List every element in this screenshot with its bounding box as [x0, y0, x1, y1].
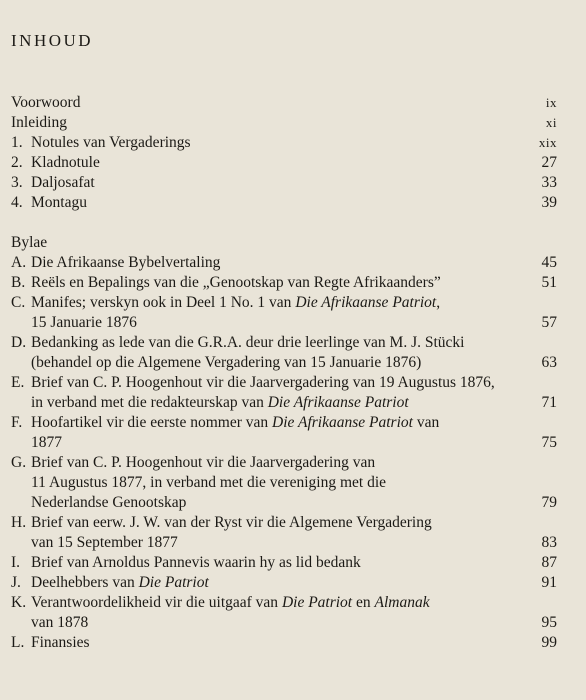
entry-title-line-2: 1877	[31, 434, 62, 451]
entry-label: G.	[11, 454, 27, 471]
entry-title: Montagu	[31, 194, 87, 211]
page-number: 87	[541, 554, 557, 571]
toc-entry-J[interactable]	[11, 573, 557, 593]
toc-entry-H[interactable]	[11, 513, 557, 533]
page-number: ix	[545, 95, 557, 110]
toc-entry-K[interactable]	[11, 593, 557, 613]
entry-label: D.	[11, 334, 27, 351]
toc-entry-B[interactable]	[11, 273, 557, 293]
entry-title-line-1: Brief van eerw. J. W. van der Ryst vir die Algemene Vergadering	[31, 514, 432, 531]
entry-label: 3.	[11, 174, 23, 191]
entry-title: Voorwoord	[11, 94, 81, 111]
page-number: 79	[541, 494, 557, 511]
page-number: 45	[541, 254, 557, 271]
toc-entry-voorwoord[interactable]	[11, 93, 557, 113]
italic-title: Die Afrikaanse Patriot	[267, 394, 409, 411]
toc-entry-H-cont[interactable]	[11, 533, 557, 553]
page-number: xi	[545, 115, 557, 130]
toc-entry-C-cont[interactable]	[11, 313, 557, 333]
toc-entry-G-cont[interactable]	[11, 473, 557, 493]
toc-entry-F[interactable]	[11, 413, 557, 433]
entry-title-line-2: van 1878	[31, 614, 89, 631]
entry-label: H.	[11, 514, 27, 531]
entry-label: L.	[11, 634, 25, 651]
toc-entry-3[interactable]	[11, 173, 557, 193]
toc-entry-2[interactable]	[11, 153, 557, 173]
entry-title: Inleiding	[11, 114, 67, 131]
italic-title: Die Afrikaanse Patriot	[272, 414, 413, 431]
italic-title: Die Afrikaanse Patriot	[295, 294, 437, 311]
entry-title: Deelhebbers van Die Patriot	[31, 574, 209, 591]
section-title-bylae: Bylae	[11, 234, 48, 251]
entry-title: Kladnotule	[31, 154, 100, 171]
toc-entry-D-cont[interactable]	[11, 353, 557, 373]
toc-entry-I[interactable]	[11, 553, 557, 573]
entry-label: 1.	[11, 134, 23, 151]
toc-entry-F-cont[interactable]	[11, 433, 557, 453]
entry-label: E.	[11, 374, 25, 391]
entry-title-line-1: Bedanking as lede van die G.R.A. deur drie leerlinge van M. J. Stücki	[31, 334, 465, 351]
page-number: xix	[538, 135, 557, 150]
page-number: 71	[541, 394, 557, 411]
page-number: 95	[541, 614, 557, 631]
entry-title: Reëls en Bepalings van die „Genootskap van Regte Afrikaanders”	[31, 274, 441, 291]
entry-title-line-1: Brief van C. P. Hoogenhout vir die Jaarvergadering van 19 Augustus 1876,	[31, 374, 495, 391]
entry-title-line-1: Manifes; verskyn ook in Deel 1 No. 1 van Die Afrikaanse Patriot,	[31, 294, 441, 311]
entry-label: 2.	[11, 154, 23, 171]
page-number: 27	[541, 154, 557, 171]
toc-entry-E-cont[interactable]	[11, 393, 557, 413]
page-number: 39	[541, 194, 557, 211]
entry-title-line-2: in verband met die redakteurskap van Die Afrikaanse Patriot	[31, 394, 409, 411]
entry-label: 4.	[11, 194, 23, 211]
entry-title: Brief van Arnoldus Pannevis waarin hy as lid bedank	[31, 554, 361, 571]
entry-title-line-2: 15 Januarie 1876	[31, 314, 137, 331]
toc-entry-G-cont2[interactable]	[11, 493, 557, 513]
entry-label: J.	[11, 574, 21, 591]
italic-title: Die Patriot	[138, 574, 209, 591]
entry-title: Finansies	[31, 634, 90, 651]
entry-title-line-3: Nederlandse Genootskap	[31, 494, 187, 511]
entry-label: C.	[11, 294, 26, 311]
entry-title-line-1: Brief van C. P. Hoogenhout vir die Jaarvergadering van	[31, 454, 376, 471]
toc-entry-K-cont[interactable]	[11, 613, 557, 633]
entry-title-line-2: (behandel op die Algemene Vergadering van 15 Januarie 1876)	[31, 354, 422, 371]
page-number: 99	[541, 634, 557, 651]
italic-title: Die Patriot	[281, 594, 353, 611]
page-number: 33	[541, 174, 557, 191]
toc-entry-E[interactable]	[11, 373, 557, 393]
toc-entry-G[interactable]	[11, 453, 557, 473]
italic-title: Almanak	[374, 594, 430, 611]
entry-title: Notules van Vergaderings	[31, 134, 191, 151]
entry-title: Daljosafat	[31, 174, 95, 191]
toc-entry-4[interactable]	[11, 193, 557, 213]
page-title: INHOUD	[11, 31, 94, 50]
toc-entry-inleiding[interactable]	[11, 113, 557, 133]
toc-entry-L[interactable]	[11, 633, 557, 653]
toc-entry-C[interactable]	[11, 293, 557, 313]
page-number: 63	[541, 354, 557, 371]
entry-title: Die Afrikaanse Bybelvertaling	[31, 254, 221, 271]
entry-title-line-2: van 15 September 1877	[31, 534, 178, 551]
toc-entry-A[interactable]	[11, 253, 557, 273]
entry-label: K.	[11, 594, 27, 611]
entry-label: A.	[11, 254, 27, 271]
page-number: 51	[541, 274, 557, 291]
entry-label: I.	[11, 554, 21, 571]
entry-label: F.	[11, 414, 23, 431]
toc-entry-1[interactable]	[11, 133, 557, 153]
entry-label: B.	[11, 274, 26, 291]
page-number: 83	[541, 534, 557, 551]
page-number: 75	[541, 434, 557, 451]
toc-entry-D[interactable]	[11, 333, 557, 353]
page-number: 91	[541, 574, 557, 591]
entry-title-line-1: Hoofartikel vir die eerste nommer van Die Afrikaanse Patriot van	[31, 414, 440, 431]
page-number: 57	[541, 314, 557, 331]
entry-title-line-2: 11 Augustus 1877, in verband met die vereniging met die	[31, 474, 387, 491]
entry-title-line-1: Verantwoordelikheid vir die uitgaaf van Die Patriot en Almanak	[31, 594, 430, 611]
